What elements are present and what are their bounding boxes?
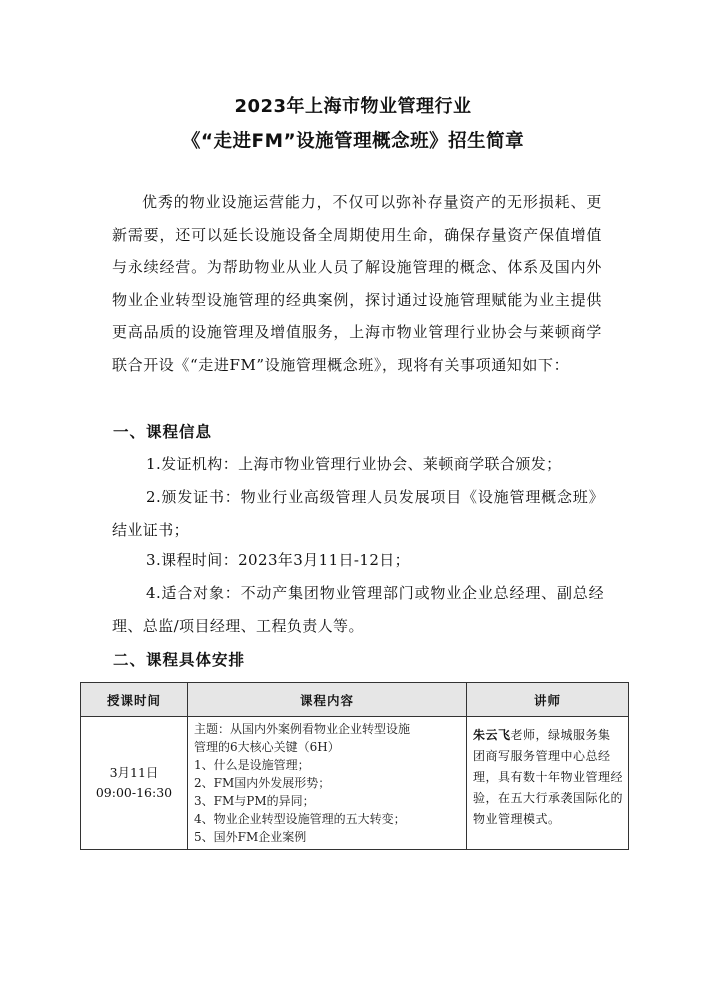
content-line: 3、FM与PM的异同； [194, 794, 315, 808]
schedule-header-row [81, 683, 629, 717]
session-content-cell [188, 717, 467, 850]
session-time-cell [81, 717, 188, 850]
header-time: 授课时间 [81, 683, 188, 717]
content-line: 管理的6大核心关键（6H） [194, 740, 340, 754]
intro-paragraph: 优秀的物业设施运营能力，不仅可以弥补存量资产的无形损耗、更新需要，还可以延长设施设备全周期使用生命，确保存量资产保值增值与永续经营。为帮助物业从业人员了解设施管理的概念、体系及国内外物业企业转型设施管理的经典案例，探讨通过设施管理赋能为业主提供更高品质的设施管理及增值服务，上海市物业管理行业协会与莱顿商学联合开设《“走进FM”设施管理概念班》，现将有关事项通知如下： [112, 193, 602, 374]
content-line: 5、国外FM企业案例 [194, 830, 307, 844]
course-info-item: 3.课程时间：2023年3月11日-12日； [146, 551, 411, 569]
header-teacher: 讲师 [467, 683, 629, 717]
document-title-line1: 2023年上海市物业管理行业 [234, 96, 472, 117]
session-hours: 09:00-16:30 [95, 785, 173, 800]
content-line: 1、什么是设施管理； [194, 758, 310, 772]
table-row [81, 717, 629, 850]
content-line: 4、物业企业转型设施管理的五大转变； [194, 812, 406, 826]
course-info-item: 2.颁发证书：物业行业高级管理人员发展项目《设施管理概念班》结业证书； [112, 488, 604, 539]
course-info-item: 1.发证机构：上海市物业管理行业协会、莱顿商学联合颁发； [146, 455, 562, 473]
teacher-description: 老师，绿城服务集团商写服务管理中心总经理，具有数十年物业管理经验，在五大行承袭国际化的物业管理模式。 [473, 728, 624, 826]
section2-heading: 二、课程具体安排 [113, 651, 246, 669]
session-date: 3月11日 [109, 765, 159, 780]
course-info-item: 4.适合对象：不动产集团物业管理部门或物业企业总经理、副总经理、总监/项目经理、工程负责人等。 [112, 584, 604, 635]
header-content: 课程内容 [188, 683, 467, 717]
content-line: 2、FM国内外发展形势； [194, 776, 331, 790]
session-teacher-cell [467, 717, 629, 850]
content-line: 主题：从国内外案例看物业企业转型设施 [194, 722, 411, 736]
document-title-line2: 《“走进FM”设施管理概念班》招生简章 [181, 131, 525, 152]
teacher-name: 朱云飞 [473, 728, 511, 742]
schedule-table [80, 682, 629, 850]
section1-heading: 一、课程信息 [113, 423, 213, 441]
